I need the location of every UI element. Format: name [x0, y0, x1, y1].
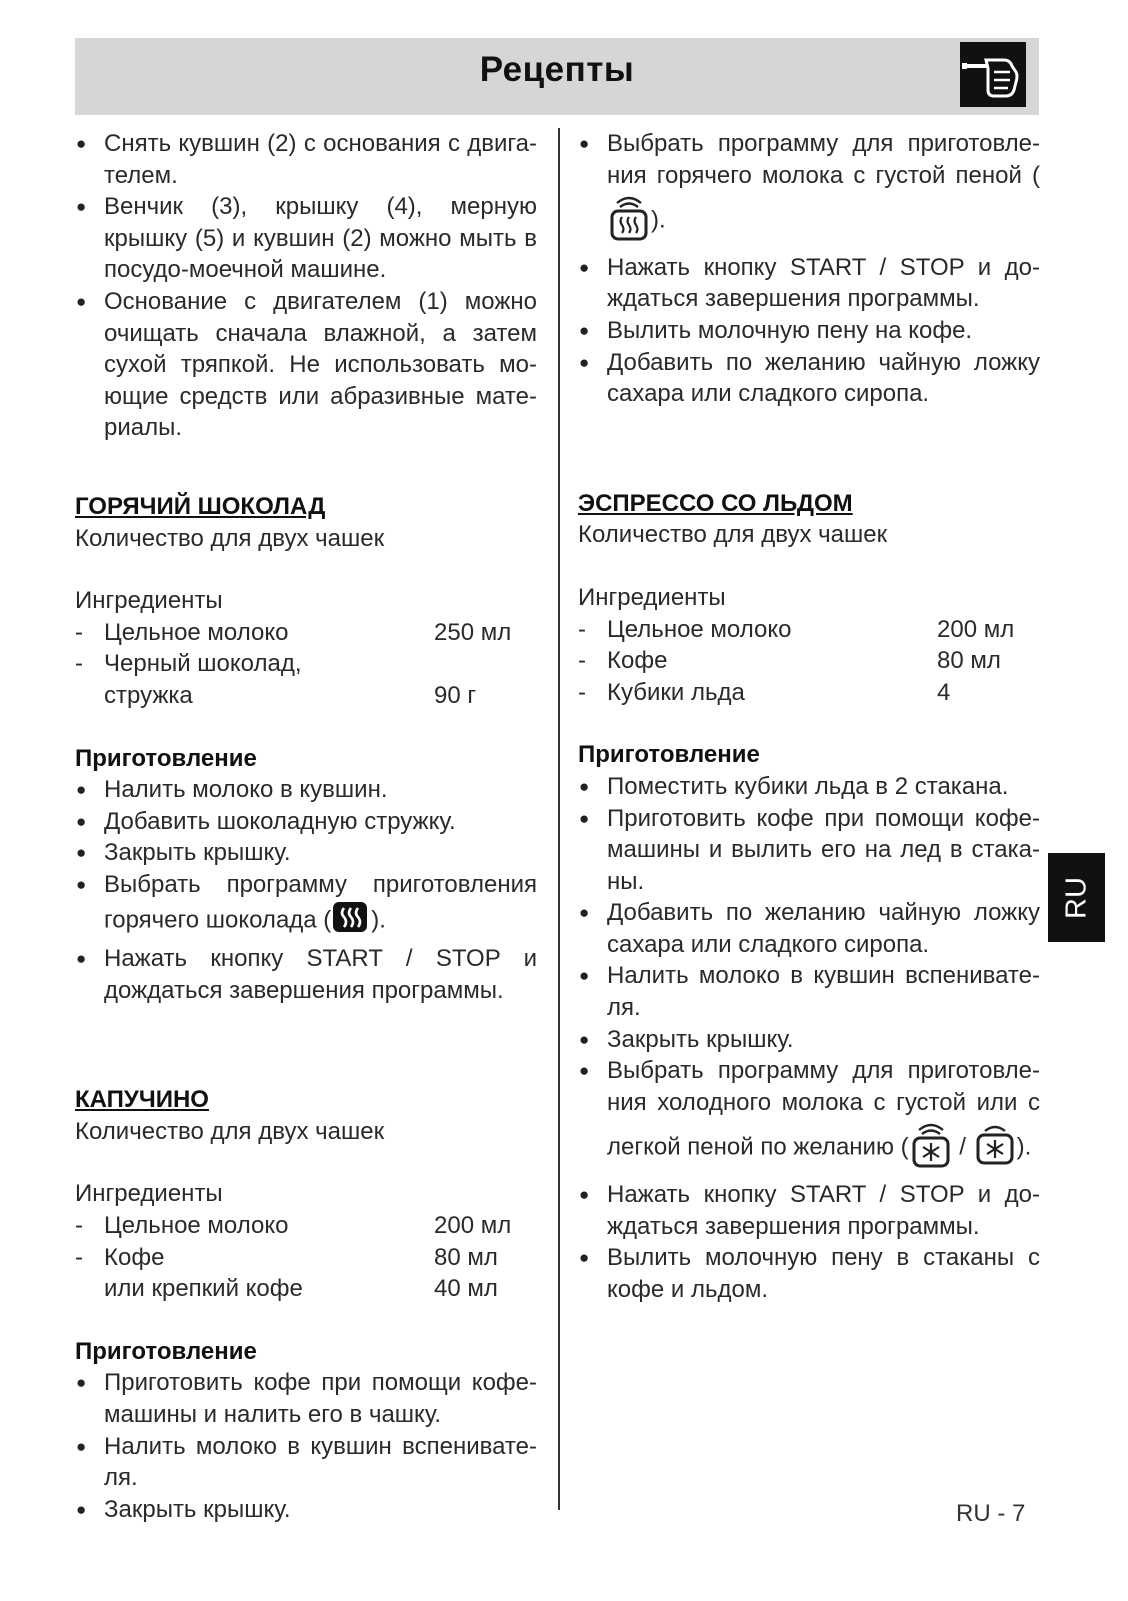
ingredient-dash: -: [75, 618, 83, 646]
ingredient-qty: 80 мл: [434, 1243, 498, 1271]
ingredient-qty: 250 мл: [434, 618, 512, 646]
left-column: [75, 128, 537, 1525]
ingredient-dash: -: [578, 615, 586, 643]
ingredient-dash: -: [75, 650, 83, 678]
ingredient-row: [75, 1210, 537, 1242]
step-text: ).: [371, 907, 386, 935]
ingredient-qty: [434, 648, 537, 680]
iced-espresso-prep-label: Приготовление: [578, 741, 760, 769]
ingredient-dash: -: [578, 678, 586, 706]
ingredient-qty: 80 мл: [937, 647, 1001, 675]
ingredient-row: [75, 648, 537, 680]
iced-espresso-title: ЭСПРЕССО СО ЛЬДОМ: [578, 489, 853, 517]
hot-chocolate-prep-label: Приготовление: [75, 744, 257, 772]
list-item: ● Основание с двигателем (1) можно очищать сначала влажной, а затем сухой тряпкой. Не использовать мо-ющие средств или абразивные мате-риалы.: [75, 286, 537, 444]
step-text: ).: [1016, 1134, 1032, 1162]
ingredient-qty: 200 мл: [434, 1212, 512, 1240]
list-item: ● Налить молоко в кувшин.: [75, 774, 537, 806]
ingredient-name: Кубики льда: [607, 678, 745, 706]
ingredient-row: [578, 645, 1040, 677]
list-item: ● Добавить по желанию чайную ложку сахара или сладкого сиропа.: [578, 347, 1040, 410]
column-divider: [558, 128, 560, 1510]
list-item: ● Вылить молочную пену в стаканы с кофе и льдом.: [578, 1242, 1040, 1305]
step-text: Выбрать программу для приготовле-ния холодного молока с густой или с легкой пеной по желанию (: [607, 1057, 1040, 1162]
list-item: ● Приготовить кофе при помощи кофе-машины и вылить его на лед в стака-ны.: [578, 803, 1040, 898]
page-title: Рецепты: [479, 50, 635, 89]
ingredient-name: стружка: [104, 681, 193, 709]
ingredient-dash: -: [578, 647, 586, 675]
list-item: ● Нажать кнопку START / STOP и до-ждаться завершения программы.: [578, 252, 1040, 315]
list-item: [578, 128, 1040, 252]
cold-milk-dense-foam-icon: [909, 1118, 953, 1179]
list-item: ● Нажать кнопку START / STOP и до-ждаться завершения программы.: [578, 1179, 1040, 1242]
ingredient-name: Цельное молоко: [607, 615, 792, 643]
language-tab-label: RU: [1060, 876, 1092, 919]
list-item: ● Нажать кнопку START / STOP и дождаться завершения программы.: [75, 943, 537, 1006]
cappuccino-servings: Количество для двух чашек: [75, 1117, 385, 1145]
list-item: ● Приготовить кофе при помощи кофе-машины и налить его в чашку.: [75, 1367, 537, 1430]
right-column: [578, 128, 1040, 1305]
list-item: ● Закрыть крышку.: [75, 1494, 537, 1526]
cappuccino-ingredients-label: Ингредиенты: [75, 1180, 223, 1208]
hot-chocolate-title: ГОРЯЧИЙ ШОКОЛАД: [75, 492, 326, 520]
list-item: ● Вылить молочную пену на кофе.: [578, 315, 1040, 347]
list-item: ● Венчик (3), крышку (4), мерную крышку (5) и кувшин (2) можно мыть в посудо-моечной машине.: [75, 191, 537, 286]
hot-chocolate-servings: Количество для двух чашек: [75, 524, 385, 552]
pointing-hand-icon: [957, 39, 1029, 110]
hot-chocolate-steps: [75, 774, 537, 1006]
ingredient-row: [578, 677, 1040, 709]
ingredient-name: Кофе: [104, 1243, 165, 1271]
ingredient-name: Черный шоколад,: [104, 650, 302, 678]
hot-milk-dense-foam-icon: [607, 191, 651, 252]
list-item: [75, 869, 537, 943]
iced-espresso-servings: Количество для двух чашек: [578, 521, 888, 549]
ingredient-name: или крепкий кофе: [104, 1275, 303, 1303]
list-item: ● Закрыть крышку.: [75, 837, 537, 869]
ingredient-dash: -: [75, 1243, 83, 1271]
ingredient-row: [75, 1242, 537, 1274]
language-tab: [1048, 853, 1105, 942]
ingredient-row: [75, 617, 537, 649]
ingredient-dash: [75, 1273, 104, 1305]
ingredient-name: Цельное молоко: [104, 618, 289, 646]
step-text: /: [952, 1134, 973, 1162]
page-header: [75, 38, 1039, 115]
list-item: ● Поместить кубики льда в 2 стакана.: [578, 771, 1040, 803]
ingredient-name: Цельное молоко: [104, 1212, 289, 1240]
ingredient-row: [578, 614, 1040, 646]
list-item: ● Снять кувшин (2) с основания с двига-телем.: [75, 128, 537, 191]
ingredient-qty: 4: [937, 678, 951, 706]
ingredient-dash: [75, 680, 104, 712]
list-item: ● Налить молоко в кувшин вспенивате-ля.: [75, 1431, 537, 1494]
step-text: ).: [651, 206, 666, 234]
ingredient-qty: 200 мл: [937, 615, 1015, 643]
cleaning-list: [75, 128, 537, 444]
cappuccino-steps: [75, 1367, 537, 1525]
list-item: [578, 1055, 1040, 1179]
ingredient-row: [75, 1273, 537, 1305]
cappuccino-prep-label: Приготовление: [75, 1337, 257, 1365]
ingredient-dash: -: [75, 1212, 83, 1240]
step-text: Выбрать программу приготовления горячего шоколада (: [104, 870, 537, 935]
ingredient-row: [75, 680, 537, 712]
hot-chocolate-ingredients-label: Ингредиенты: [75, 587, 223, 615]
hot-chocolate-program-icon: [331, 900, 371, 943]
cappuccino-title: КАПУЧИНО: [75, 1086, 209, 1114]
list-item: ● Добавить шоколадную стружку.: [75, 806, 537, 838]
step-text: Выбрать программу для приготовле-ния горячего молока с густой пеной (: [607, 130, 1040, 189]
iced-espresso-ingredients-label: Ингредиенты: [578, 583, 726, 611]
ingredient-qty: 40 мл: [434, 1275, 498, 1303]
list-item: ● Налить молоко в кувшин вспенивате-ля.: [578, 960, 1040, 1023]
ingredient-name: Кофе: [607, 647, 668, 675]
ingredient-qty: 90 г: [434, 681, 477, 709]
list-item: ● Добавить по желанию чайную ложку сахара или сладкого сиропа.: [578, 897, 1040, 960]
cold-milk-light-foam-icon: [973, 1121, 1017, 1176]
page-number: RU - 7: [956, 1500, 1026, 1527]
cappuccino-steps-continued: [578, 128, 1040, 410]
iced-espresso-steps: [578, 771, 1040, 1306]
list-item: ● Закрыть крышку.: [578, 1024, 1040, 1056]
